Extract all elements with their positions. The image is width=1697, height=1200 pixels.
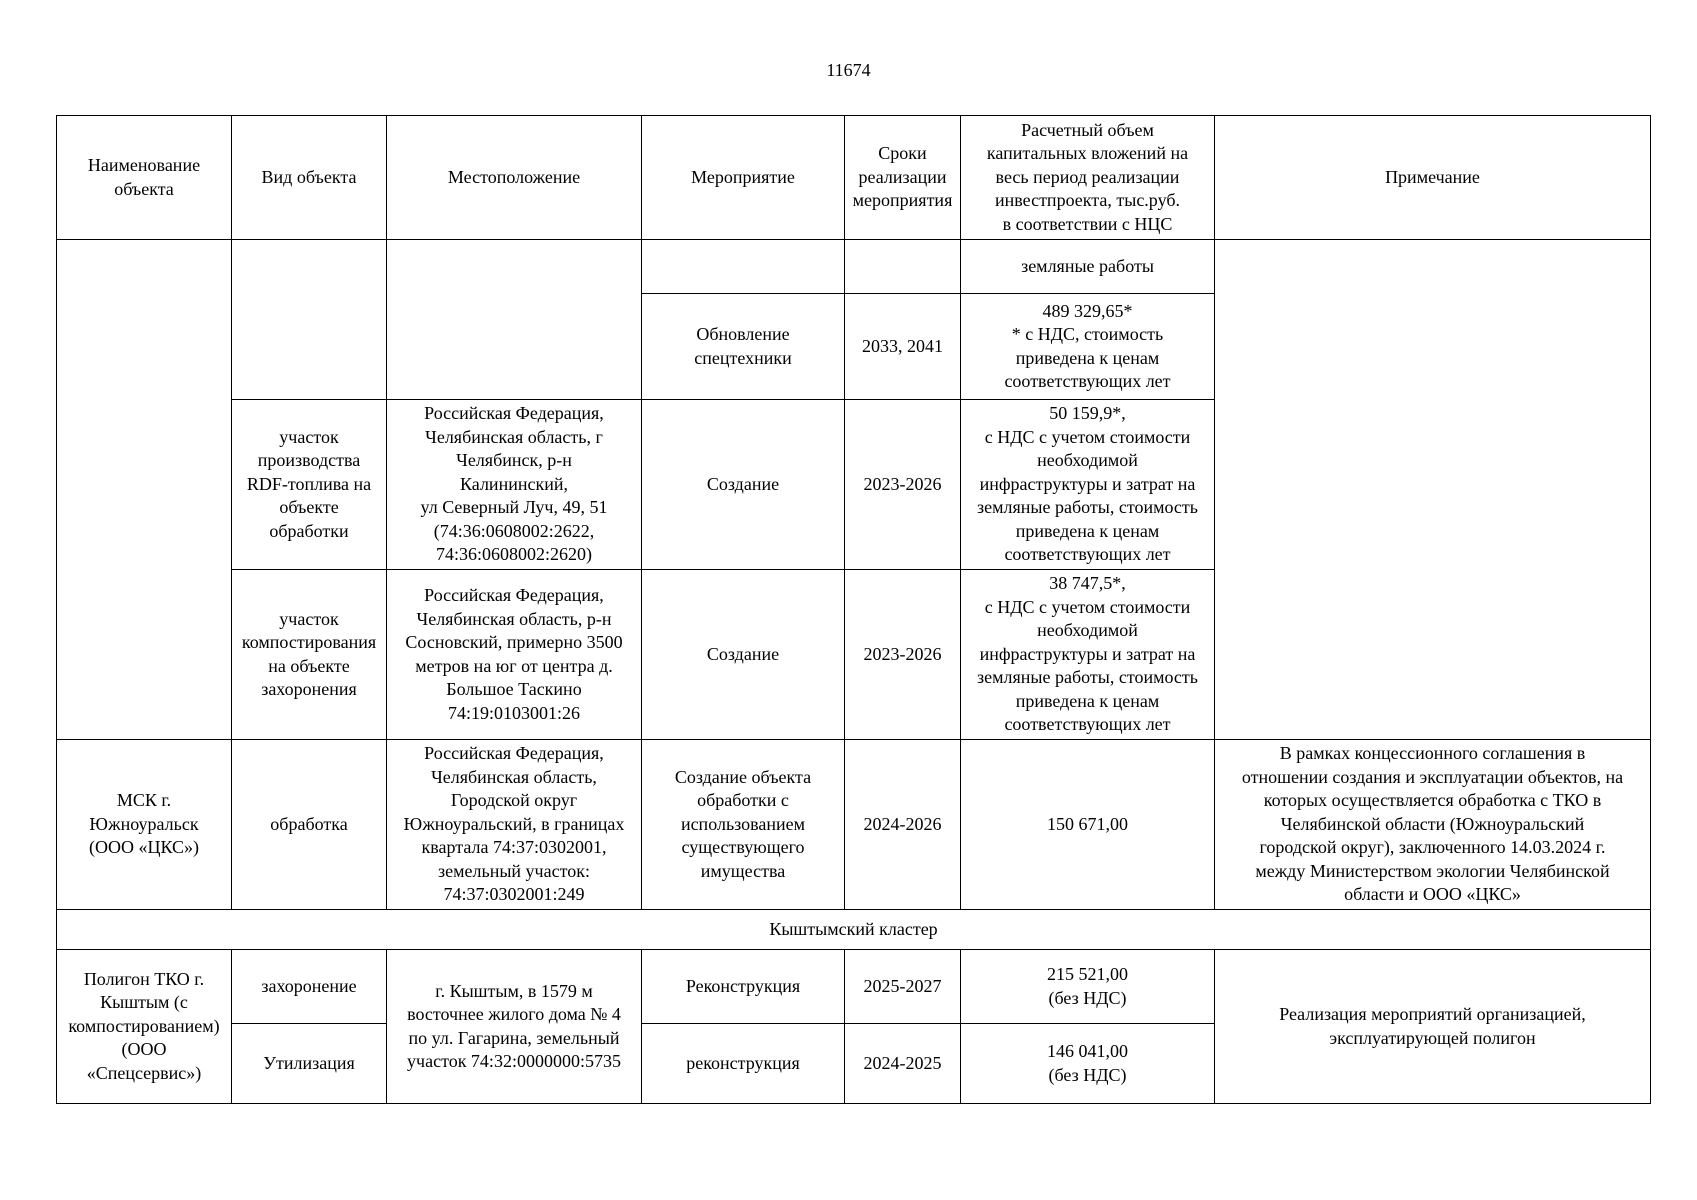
msk-location: Российская Федерация, Челябинская область, Городской округ Южноуральский, в границах квартала 74:37:0302001, земельный участок: 74:37:0302001:249 [387,740,642,910]
page-number: 11674 [826,60,871,80]
compost-type: участок компостирования на объекте захоронения [232,570,387,740]
table-row-earthworks [57,240,1651,294]
rdf-measure: Создание [642,400,845,570]
compost-measure: Создание [642,570,845,740]
utilization-volume: 146 041,00 (без НДС) [961,1024,1215,1104]
rdf-location: Российская Федерация, Челябинская область, г Челябинск, р-н Калининский, ул Северный Луч, 49, 51 (74:36:0608002:2622, 74:36:0608002:2620) [387,400,642,570]
header-terms: Сроки реализации мероприятия [845,116,961,240]
kyshtym-note: Реализация мероприятий организацией, эксплуатирующей полигон [1215,950,1651,1104]
equipment-measure: Обновление спецтехники [642,294,845,400]
equipment-terms: 2033, 2041 [845,294,961,400]
header-measure: Мероприятие [642,116,845,240]
header-location: Местоположение [387,116,642,240]
investment-table [56,115,1651,1104]
msk-measure: Создание объекта обработки с использованием существующего имущества [642,740,845,910]
kyshtym-name: Полигон ТКО г. Кыштым (с компостированием) (ООО «Спецсервис») [57,950,232,1104]
burial-measure: Реконструкция [642,950,845,1024]
header-type: Вид объекта [232,116,387,240]
msk-type: обработка [232,740,387,910]
note-cell-continued [1215,240,1651,740]
header-name: Наименование объекта [57,116,232,240]
table-row-cluster [57,910,1651,950]
utilization-type: Утилизация [232,1024,387,1104]
rdf-volume: 50 159,9*, с НДС с учетом стоимости необходимой инфраструктуры и затрат на земляные работы, стоимость приведена к ценам соответствующих лет [961,400,1215,570]
measure-cell-empty [642,240,845,294]
burial-volume: 215 521,00 (без НДС) [961,950,1215,1024]
terms-cell-empty [845,240,961,294]
msk-terms: 2024-2026 [845,740,961,910]
rdf-terms: 2023-2026 [845,400,961,570]
utilization-terms: 2024-2025 [845,1024,961,1104]
table-row-kyshtym-burial [57,950,1651,1024]
name-cell-continued [57,240,232,740]
msk-volume: 150 671,00 [961,740,1215,910]
rdf-type: участок производства RDF-топлива на объекте обработки [232,400,387,570]
utilization-measure: реконструкция [642,1024,845,1104]
compost-volume: 38 747,5*, с НДС с учетом стоимости необходимой инфраструктуры и затрат на земляные работы, стоимость приведена к ценам соответствующих лет [961,570,1215,740]
compost-terms: 2023-2026 [845,570,961,740]
msk-name: МСК г. Южноуральск (ООО «ЦКС») [57,740,232,910]
burial-type: захоронение [232,950,387,1024]
header-note: Примечание [1215,116,1651,240]
equipment-volume: 489 329,65* * с НДС, стоимость приведена к ценам соответствующих лет [961,294,1215,400]
location-cell-continued [387,240,642,400]
type-cell-continued [232,240,387,400]
cluster-title: Кыштымский кластер [57,910,1651,950]
kyshtym-location: г. Кыштым, в 1579 м восточнее жилого дома № 4 по ул. Гагарина, земельный участок 74:32:0000000:5735 [387,950,642,1104]
header-row [57,116,1651,240]
earthworks-volume: земляные работы [961,240,1215,294]
compost-location: Российская Федерация, Челябинская область, р-н Сосновский, примерно 3500 метров на юг от центра д. Большое Таскино 74:19:0103001:26 [387,570,642,740]
msk-note: В рамках концессионного соглашения в отношении создания и эксплуатации объектов, на которых осуществляется обработка с ТКО в Челябинской области (Южноуральский городской округ), заключенного 14.03.2024 г. между Министерством экологии Челябинской области и ООО «ЦКС» [1215,740,1651,910]
burial-terms: 2025-2027 [845,950,961,1024]
table-row-msk [57,740,1651,910]
header-volume: Расчетный объем капитальных вложений на весь период реализации инвестпроекта, тыс.руб. в соответствии с НЦС [961,116,1215,240]
